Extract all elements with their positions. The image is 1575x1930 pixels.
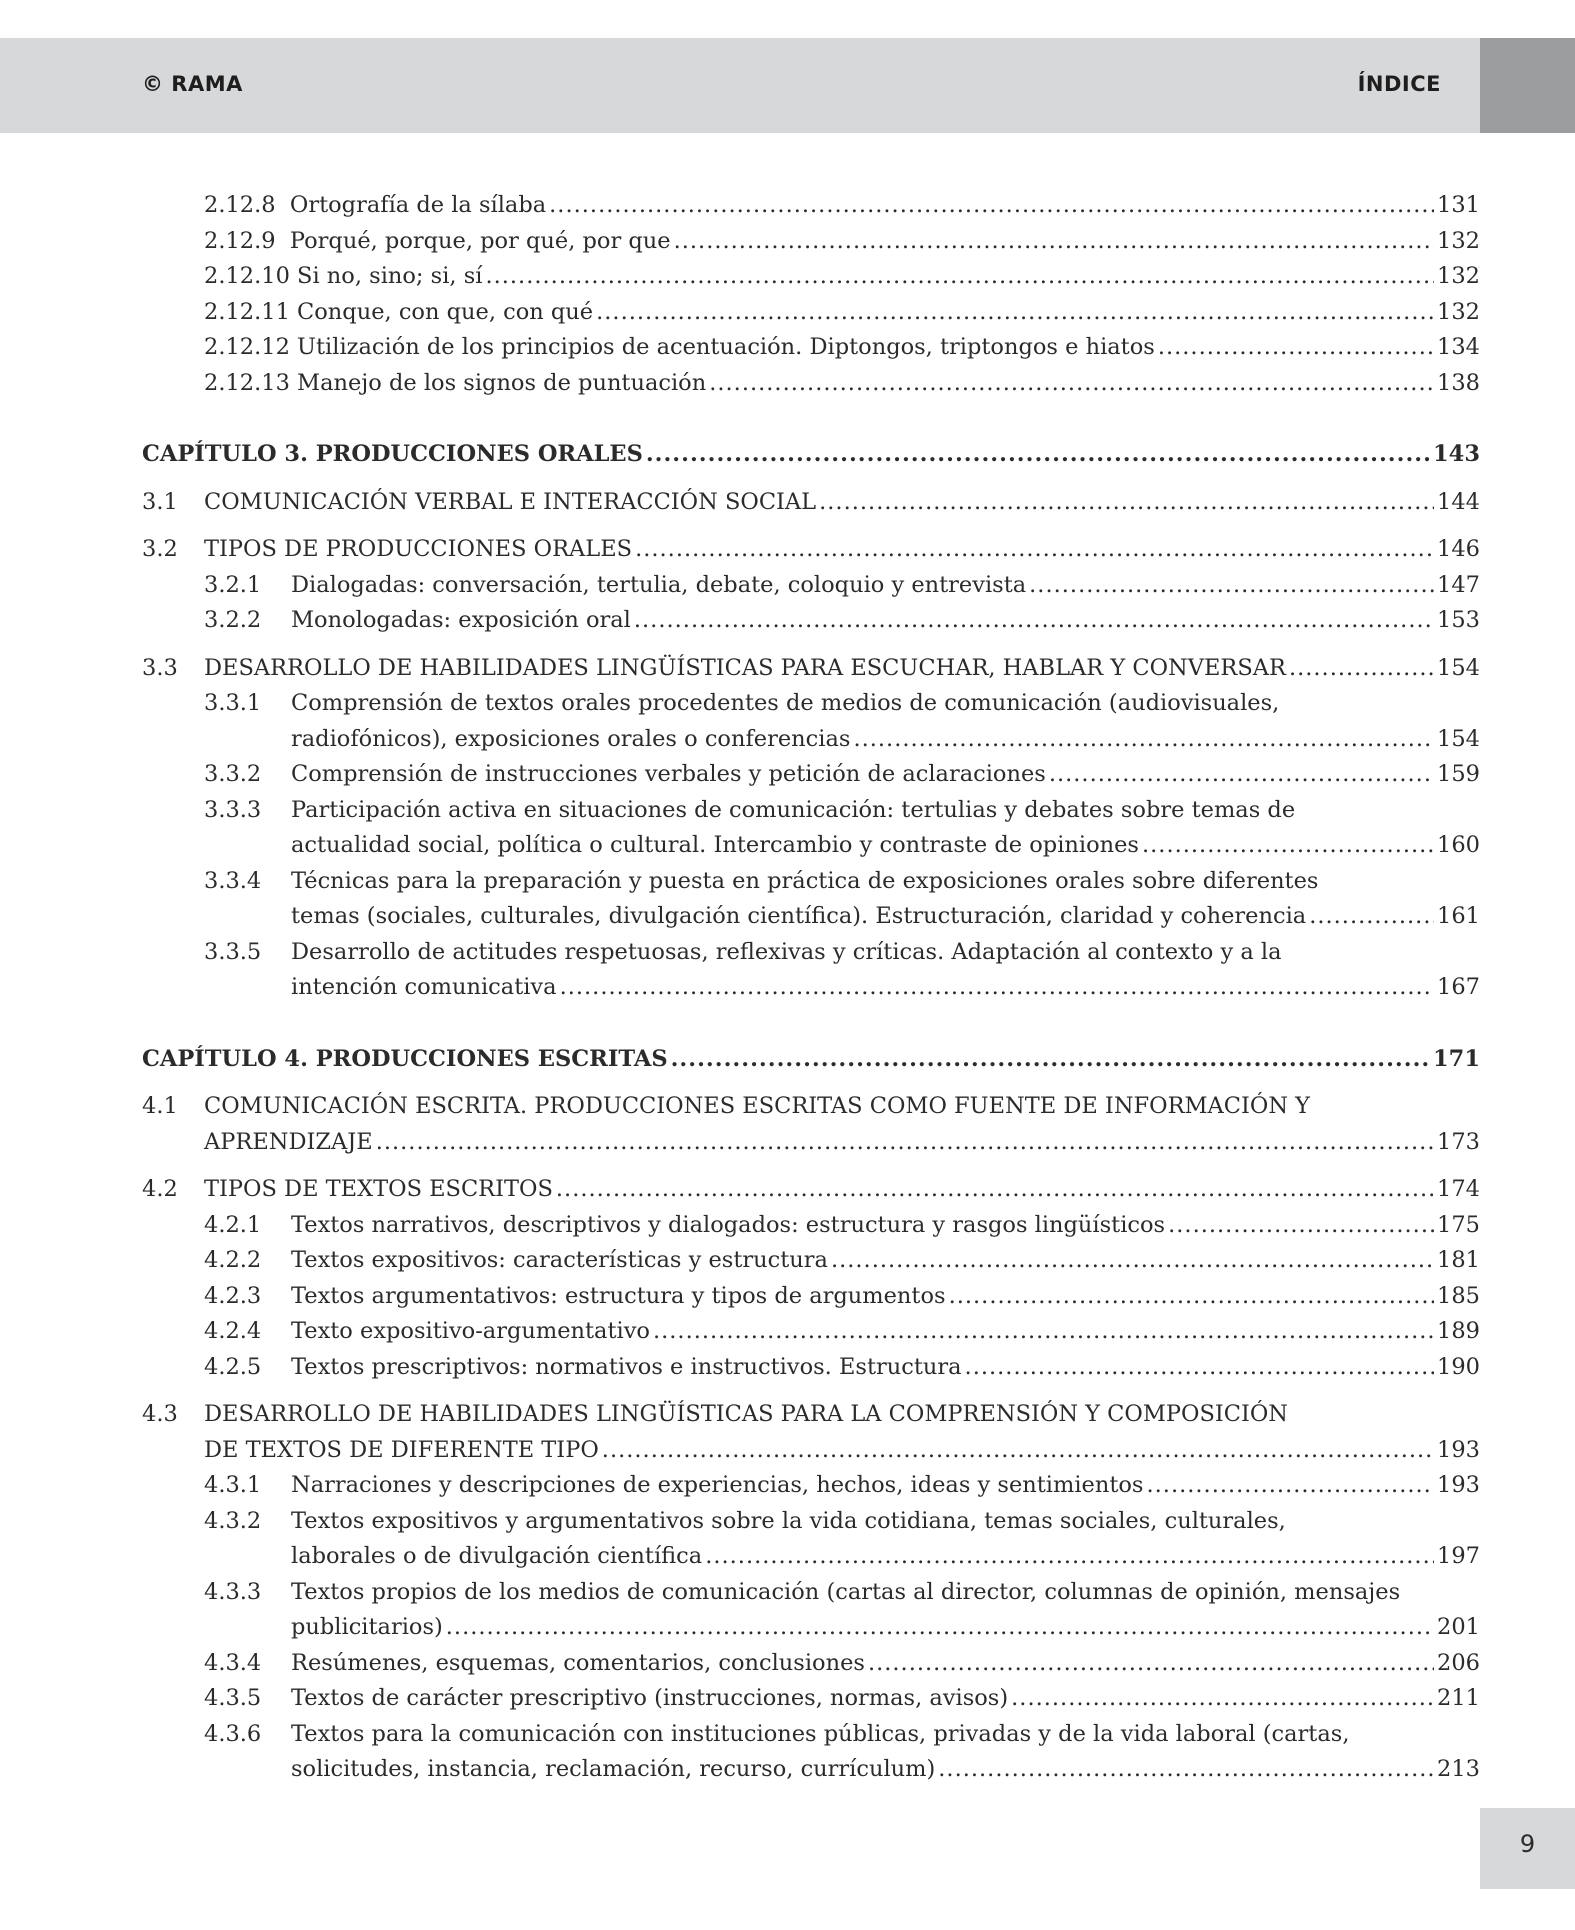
dot-leader [1049,757,1434,793]
toc-entry[interactable] [142,366,1480,402]
toc-entry-title-line1: Textos propios de los medios de comunicación (cartas al director, columnas de opinión, mensajes [291,1578,1401,1605]
toc-entry-page: 201 [1437,1614,1480,1640]
dot-leader [1011,1681,1434,1717]
dot-leader [485,259,1434,295]
toc-entry-title-line1: Participación activa en situaciones de comunicación: tertulias y debates sobre temas de [291,796,1296,823]
toc-entry-page: 154 [1437,654,1480,681]
toc-entry-number: 4.3.5 [204,1685,262,1711]
dot-leader [560,970,1434,1006]
dot-leader [1168,1208,1434,1244]
toc-entry-number: 4.3.6 [204,1720,262,1747]
toc-entry-title-line2: intención comunicativa [291,974,557,1000]
toc-entry-title-line1: COMUNICACIÓN ESCRITA. PRODUCCIONES ESCRITAS COMO FUENTE DE INFORMACIÓN Y [204,1093,1311,1119]
toc-entry[interactable] [142,330,1480,366]
toc-entry-number: 4.2.4 [204,1318,262,1344]
toc-entry-page: 181 [1437,1247,1480,1273]
toc-entry[interactable] [142,1350,1480,1386]
toc-entry-title: Textos narrativos, descriptivos y dialogados: estructura y rasgos lingüísticos [291,1211,1166,1238]
dot-leader [1309,899,1434,935]
toc-entry[interactable] [142,1172,1480,1208]
dot-leader [556,1172,1434,1208]
toc-entry-title-line2: solicitudes, instancia, reclamación, recurso, currículum) [291,1756,936,1782]
toc-entry-page: 189 [1437,1318,1480,1344]
toc-entry-number: 4.2 [142,1176,178,1202]
dot-leader [831,1243,1434,1279]
toc-entry[interactable] [142,1243,1480,1279]
toc-entry-title-line1: Textos para la comunicación con instituciones públicas, privadas y de la vida laboral (cartas, [291,1720,1350,1747]
toc-entry-page: 132 [1437,263,1480,289]
toc-entry-page: 138 [1437,369,1480,396]
toc-entry-title: Dialogadas: conversación, tertulia, debate, coloquio y entrevista [291,571,1027,598]
toc-entry-page: 161 [1437,903,1480,929]
toc-entry[interactable] [142,603,1480,639]
toc-entry-title: Texto expositivo-argumentativo [291,1318,650,1344]
toc-entry-number: 3.1 [142,488,178,515]
dot-leader [376,1125,1434,1161]
toc-entry[interactable] [142,1646,1480,1682]
toc-entry-number: 4.2.3 [204,1282,262,1309]
toc-entry-title: COMUNICACIÓN VERBAL E INTERACCIÓN SOCIAL [204,488,817,515]
toc-entry-page: 167 [1437,974,1480,1000]
toc-entry-title-line2: laborales o de divulgación científica [291,1543,703,1569]
toc-entry-title-line2: DE TEXTOS DE DIFERENTE TIPO [204,1436,599,1463]
toc-entry[interactable] [142,188,1480,224]
toc-entry-title-line2: actualidad social, política o cultural. Intercambio y contraste de opiniones [291,832,1139,858]
toc-entry-title-line2: radiofónicos), exposiciones orales o conferencias [291,725,851,752]
toc-entry-page: 134 [1437,334,1480,360]
toc-entry[interactable] [142,1208,1480,1244]
toc-entry-title: Monologadas: exposición oral [291,607,631,633]
toc-entry-page: 197 [1437,1543,1480,1569]
dot-leader [602,1433,1434,1469]
toc-entry-number: 4.2.1 [204,1211,262,1238]
header-publisher: © RAMA [142,72,243,96]
toc-entry-number: 3.2.1 [204,571,262,598]
dot-leader [853,722,1434,758]
toc-entry-title: 2.12.11 Conque, con que, con qué [204,298,594,325]
toc-entry-number: 3.3.3 [204,796,262,823]
toc-entry-page: 153 [1437,607,1480,633]
dot-leader [705,1539,1434,1575]
toc-entry-title-line2: temas (sociales, culturales, divulgación científica). Estructuración, claridad y coherencia [291,903,1307,929]
toc-entry-title-line1: Desarrollo de actitudes respetuosas, reflexivas y críticas. Adaptación al contexto y a la [291,938,1282,965]
dot-leader [646,437,1430,473]
dot-leader [938,1752,1434,1788]
toc-entry[interactable] [142,1504,1480,1575]
toc-entry[interactable] [142,793,1480,864]
toc-entry-page: 147 [1437,571,1480,598]
toc-entry[interactable] [142,935,1480,1006]
toc-entry-page: 146 [1437,536,1480,562]
toc-chapter-3[interactable] [142,437,1480,473]
toc-entry-title: TIPOS DE TEXTOS ESCRITOS [204,1176,553,1202]
toc-entry[interactable] [142,568,1480,604]
toc-entry-number: 3.3 [142,654,178,681]
dot-leader [1146,1468,1434,1504]
toc-entry-page: 175 [1437,1211,1480,1238]
toc-entry[interactable] [142,295,1480,331]
toc-entry[interactable] [142,651,1480,687]
toc-entry[interactable] [142,686,1480,757]
toc-entry-page: 132 [1437,298,1480,325]
toc-entry[interactable] [142,1089,1480,1160]
dot-leader [446,1610,1434,1646]
dot-leader [674,224,1434,260]
toc-entry[interactable] [142,532,1480,568]
toc-chapter-title: CAPÍTULO 4. PRODUCCIONES ESCRITAS [142,1045,668,1072]
page-number: 9 [1519,1830,1536,1858]
toc-entry[interactable] [142,757,1480,793]
toc-entry-number: 4.3.1 [204,1472,262,1498]
toc-entry-page: 211 [1437,1685,1480,1711]
toc-entry-title-line1: Textos expositivos y argumentativos sobre la vida cotidiana, temas sociales, culturales, [291,1507,1286,1534]
toc-entry-title-line1: Técnicas para la preparación y puesta en práctica de exposiciones orales sobre diferentes [291,867,1319,894]
toc-entry-number: 4.2.2 [204,1247,262,1273]
toc-entry-title: 2.12.9 Porqué, porque, por qué, por que [204,227,671,254]
toc-entry-page: 160 [1437,832,1480,858]
toc-chapter-page: 171 [1433,1045,1480,1072]
toc-entry-page: 190 [1437,1353,1480,1380]
dot-leader [596,295,1434,331]
toc-entry-page: 144 [1437,488,1480,515]
toc-entry[interactable] [142,1468,1480,1504]
dot-leader [819,485,1434,521]
dot-leader [1142,828,1434,864]
toc-entry-number: 4.2.5 [204,1353,262,1380]
toc-entry-title-line1: DESARROLLO DE HABILIDADES LINGÜÍSTICAS PARA LA COMPRENSIÓN Y COMPOSICIÓN [204,1401,1288,1427]
toc-entry-page: 132 [1437,227,1480,254]
dot-leader [1029,568,1434,604]
toc-entry-number: 4.3 [142,1401,178,1427]
toc-entry-title: 2.12.13 Manejo de los signos de puntuación [204,369,707,396]
header-section-title: ÍNDICE [1357,72,1441,96]
toc-entry-page: 193 [1437,1436,1480,1463]
toc-chapter-title: CAPÍTULO 3. PRODUCCIONES ORALES [142,441,643,467]
dot-leader [634,603,1434,639]
toc-entry-number: 3.3.1 [204,690,262,716]
toc-entry-page: 185 [1437,1282,1480,1309]
dot-leader [1158,330,1434,366]
toc-entry[interactable] [142,224,1480,260]
toc-entry-page: 173 [1437,1128,1480,1155]
toc-chapter-page: 143 [1433,441,1480,467]
toc-entry[interactable] [142,1681,1480,1717]
dot-leader [653,1314,1434,1350]
toc-entry-number: 3.3.2 [204,761,262,787]
dot-leader [868,1646,1434,1682]
toc-entry-page: 159 [1437,761,1480,787]
table-of-contents [142,188,1480,1788]
toc-entry[interactable] [142,485,1480,521]
toc-entry[interactable] [142,1575,1480,1646]
toc-entry-page: 193 [1437,1472,1480,1498]
toc-entry[interactable] [142,1279,1480,1315]
toc-entry-title: 2.12.10 Si no, sino; si, sí [204,263,483,289]
dot-leader [671,1042,1430,1078]
toc-entry-number: 3.2.2 [204,607,262,633]
toc-entry[interactable] [142,1397,1480,1468]
toc-entry-page: 131 [1437,192,1480,218]
toc-entry-title: Narraciones y descripciones de experiencias, hechos, ideas y sentimientos [291,1472,1144,1498]
toc-entry-number: 4.1 [142,1093,178,1119]
toc-entry[interactable] [142,259,1480,295]
toc-entry-title: Textos argumentativos: estructura y tipos de argumentos [291,1282,946,1309]
toc-entry-title: Textos expositivos: características y estructura [291,1247,828,1273]
toc-entry-number: 3.2 [142,536,178,562]
toc-entry-number: 3.3.5 [204,938,262,965]
toc-entry-title: 2.12.12 Utilización de los principios de acentuación. Diptongos, triptongos e hiatos [204,334,1155,360]
dot-leader [635,532,1434,568]
toc-entry-page: 174 [1437,1176,1480,1202]
toc-entry-number: 4.3.3 [204,1578,262,1605]
toc-entry-title-line2: publicitarios) [291,1614,443,1640]
toc-entry[interactable] [142,1314,1480,1350]
toc-entry-title: 2.12.8 Ortografía de la sílaba [204,192,547,218]
toc-entry-title: Resúmenes, esquemas, comentarios, conclusiones [291,1649,865,1676]
toc-entry-page: 213 [1437,1756,1480,1782]
toc-entry-number: 3.3.4 [204,867,262,894]
toc-entry-title: Textos prescriptivos: normativos e instructivos. Estructura [291,1353,962,1380]
toc-entry-page: 206 [1437,1649,1480,1676]
dot-leader [549,188,1434,224]
dot-leader [709,366,1434,402]
toc-entry-title-line1: Comprensión de textos orales procedentes de medios de comunicación (audiovisuales, [291,690,1280,716]
toc-entry-title: Textos de carácter prescriptivo (instrucciones, normas, avisos) [291,1685,1009,1711]
toc-entry-page: 154 [1437,725,1480,752]
toc-entry[interactable] [142,864,1480,935]
toc-entry-number: 4.3.4 [204,1649,262,1676]
toc-entry-title: Comprensión de instrucciones verbales y petición de aclaraciones [291,761,1046,787]
dot-leader [965,1350,1435,1386]
dot-leader [949,1279,1434,1315]
toc-entry-number: 4.3.2 [204,1507,262,1534]
header-tab [1480,38,1575,133]
toc-chapter-4[interactable] [142,1042,1480,1078]
toc-entry[interactable] [142,1717,1480,1788]
toc-entry-title-line2: APRENDIZAJE [204,1128,373,1155]
toc-entry-title: DESARROLLO DE HABILIDADES LINGÜÍSTICAS PARA ESCUCHAR, HABLAR Y CONVERSAR [204,654,1286,681]
dot-leader [1289,651,1434,687]
toc-entry-title: TIPOS DE PRODUCCIONES ORALES [204,536,633,562]
